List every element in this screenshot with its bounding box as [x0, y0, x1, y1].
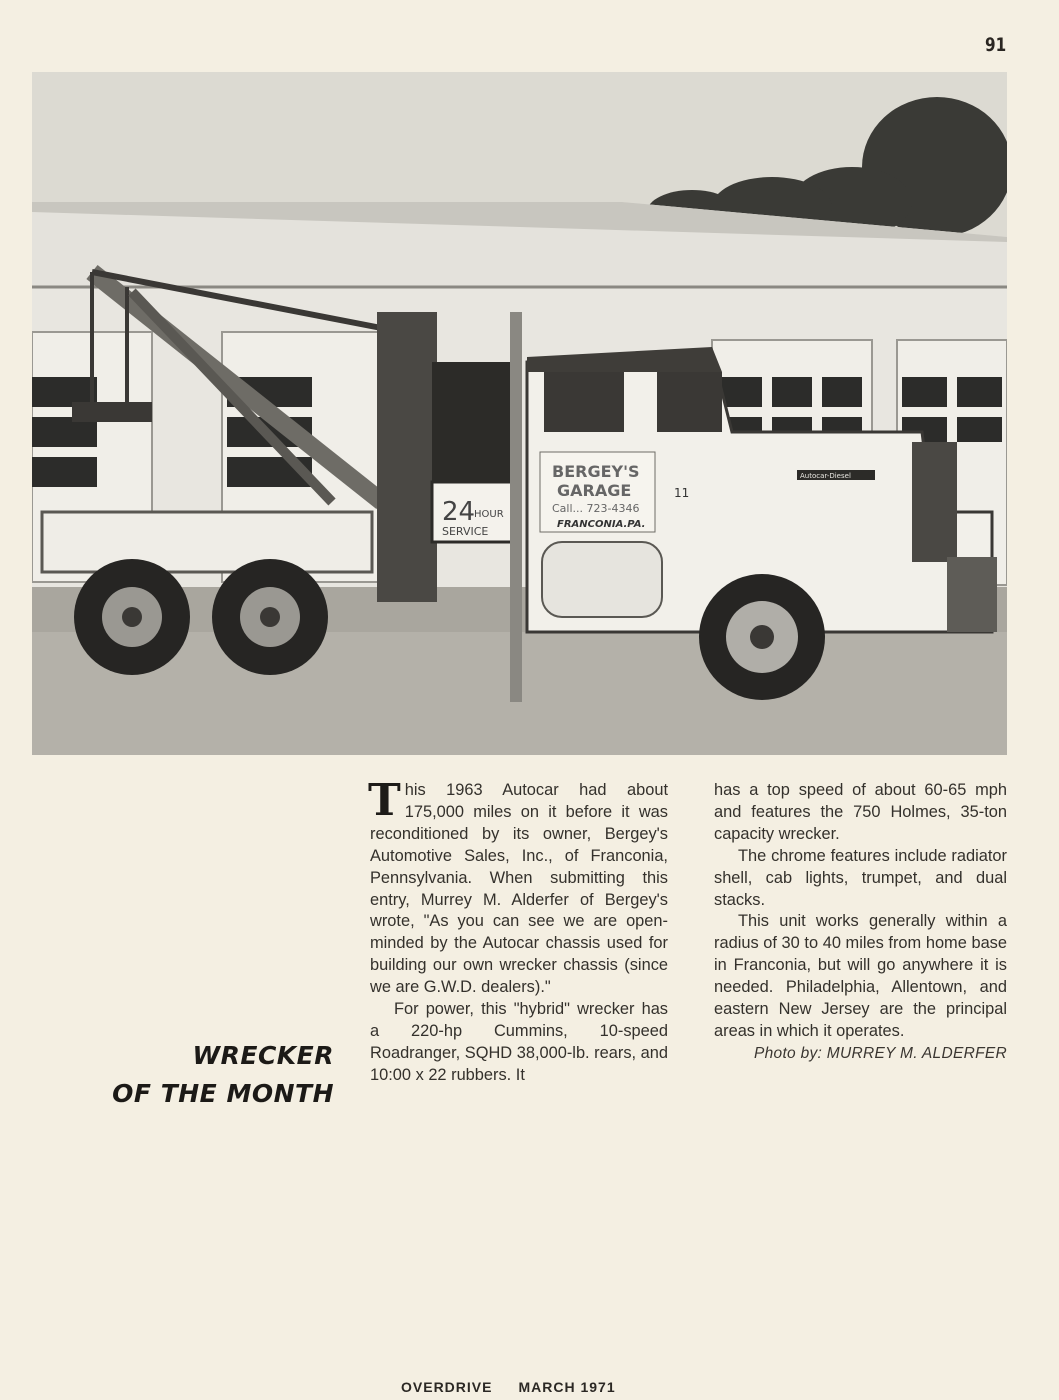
article-column-2: [714, 780, 1007, 1065]
article-paragraph: This 1963 Autocar had about 175,000 miles on it before it was reconditioned by its owner, Bergey's Automotive Sales, Inc., of Franconia, Pennsylvania. When submitting this entry, Murrey M. Alderfer of Bergey's wrote, "As you can see we are open-minded by the Autocar chassis used for building our own wrecker chassis (since we are G.W.D. dealers).": [368, 775, 668, 997]
article-column-1: [368, 775, 668, 1087]
svg-text:Call... 723-4346: Call... 723-4346: [552, 502, 640, 515]
svg-text:GARAGE: GARAGE: [557, 481, 632, 500]
page-number: 91: [985, 34, 1007, 56]
headline-line-2: OF THE MONTH: [112, 1079, 334, 1108]
svg-text:HOUR: HOUR: [474, 509, 504, 520]
svg-text:24: 24: [442, 497, 476, 527]
article-paragraph: has a top speed of about 60-65 mph and features the 750 Holmes, 35-ton capacity wrecker.: [714, 781, 1007, 843]
svg-text:Autocar-Diesel: Autocar-Diesel: [800, 472, 851, 480]
headline: [112, 1037, 334, 1113]
headline-line-1: WRECKER: [192, 1041, 334, 1070]
article-paragraph: For power, this "hybrid" wrecker has a 220-hp Cummins, 10-speed Roadranger, SQHD 38,000-lb. rears, and 10:00 x 22 rubbers. It: [370, 1000, 668, 1084]
wrecker-truck-photo: [32, 72, 1007, 755]
article-paragraph: The chrome features include radiator shell, cab lights, trumpet, and dual stacks.: [714, 846, 1007, 909]
article-paragraph: This unit works generally within a radius of 30 to 40 miles from home base in Franconia, but will go anywhere it is needed. Philadelphia, Allentown, and eastern New Jersey are the principal areas in which it operates.: [714, 912, 1007, 1040]
page-footer: [401, 1379, 642, 1395]
svg-text:11: 11: [674, 486, 690, 500]
svg-text:SERVICE: SERVICE: [442, 525, 489, 538]
svg-text:BERGEY'S: BERGEY'S: [552, 462, 640, 481]
svg-text:FRANCONIA.PA.: FRANCONIA.PA.: [557, 519, 646, 530]
issue-date: MARCH 1971: [518, 1379, 616, 1395]
drop-cap: T: [368, 775, 401, 826]
magazine-name: OVERDRIVE: [401, 1379, 493, 1395]
photo-credit: Photo by: MURREY M. ALDERFER: [753, 1044, 1007, 1062]
